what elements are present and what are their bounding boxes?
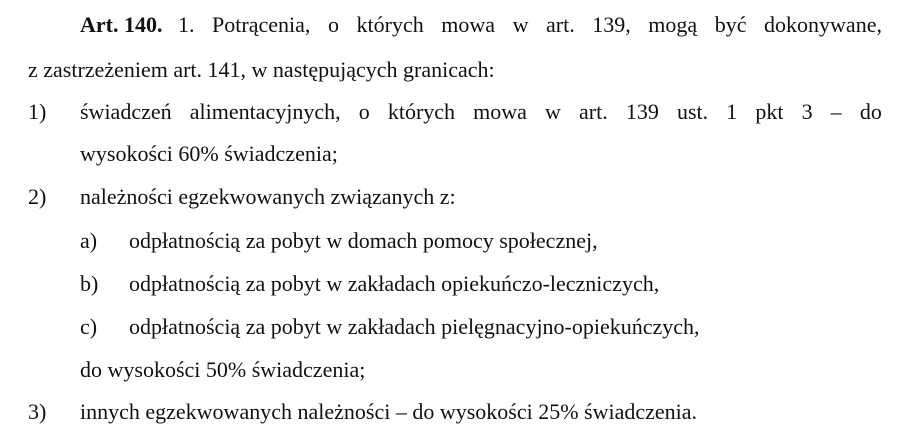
item-word: 1: [726, 99, 738, 124]
list-item-2: [0, 182, 905, 212]
article-heading: Art. 140.: [80, 12, 163, 37]
intro-word: mogą: [648, 12, 698, 37]
sub-item-c: [0, 312, 905, 342]
item-word: mowa: [473, 99, 527, 124]
item-word: –: [830, 99, 842, 124]
item-word: o: [358, 99, 370, 124]
intro-word: których: [356, 12, 424, 37]
item-word: których: [387, 99, 456, 124]
item-2-text: należności egzekwowanych związanych z:: [80, 184, 456, 209]
intro-word: o: [327, 12, 339, 37]
item-word: ust.: [676, 99, 709, 124]
intro-word: art.: [546, 12, 575, 37]
item-word: 139: [625, 99, 659, 124]
item-word: do: [859, 99, 882, 124]
sub-item-text: odpłatnością za pobyt w zakładach opiekuńczo-leczniczych,: [129, 271, 660, 296]
intro-word: w: [512, 12, 529, 37]
sub-item-text: odpłatnością za pobyt w domach pomocy społecznej,: [129, 228, 598, 253]
article-intro-words: [178, 10, 882, 40]
item-word: w: [545, 99, 561, 124]
intro-line-2-text: z zastrzeżeniem art. 141, w następujących granicach:: [28, 57, 495, 82]
item-number: 2): [28, 184, 47, 209]
item-1-cont-text: wysokości 60% świadczenia;: [80, 141, 338, 166]
intro-word: być: [714, 12, 747, 37]
item-word: 3: [801, 99, 813, 124]
article-intro-line-2: [0, 55, 905, 85]
list-item-1-continuation: [0, 139, 905, 169]
item-3-text: innych egzekwowanych należności – do wysokości 25% świadczenia.: [80, 399, 698, 424]
item-word: art.: [579, 99, 608, 124]
sub-item-a: [0, 226, 905, 256]
sub-item-letter: a): [80, 228, 98, 253]
sub-item-text: odpłatnością za pobyt w zakładach pielęgnacyjno-opiekuńczych,: [129, 314, 700, 339]
sub-item-b: [0, 269, 905, 299]
list-item-1: [0, 97, 905, 127]
intro-word: 139,: [592, 12, 631, 37]
sub-item-letter: c): [80, 314, 98, 339]
item-word: alimentacyjnych,: [189, 99, 341, 124]
list-item-2-continuation: [0, 355, 905, 385]
intro-word: 1.: [178, 12, 195, 37]
item-2-cont-text: do wysokości 50% świadczenia;: [80, 357, 366, 382]
intro-word: mowa: [441, 12, 496, 37]
item-word: świadczeń: [80, 99, 172, 124]
article-intro-line-1: [0, 10, 905, 40]
intro-word: Potrącenia,: [212, 12, 311, 37]
list-item-3: [0, 397, 905, 427]
item-number: 1): [28, 99, 47, 124]
intro-word: dokonywane,: [764, 12, 882, 37]
item-word: pkt: [755, 99, 784, 124]
item-number: 3): [28, 399, 47, 424]
sub-item-letter: b): [80, 271, 99, 296]
item-1-words: [80, 97, 882, 127]
